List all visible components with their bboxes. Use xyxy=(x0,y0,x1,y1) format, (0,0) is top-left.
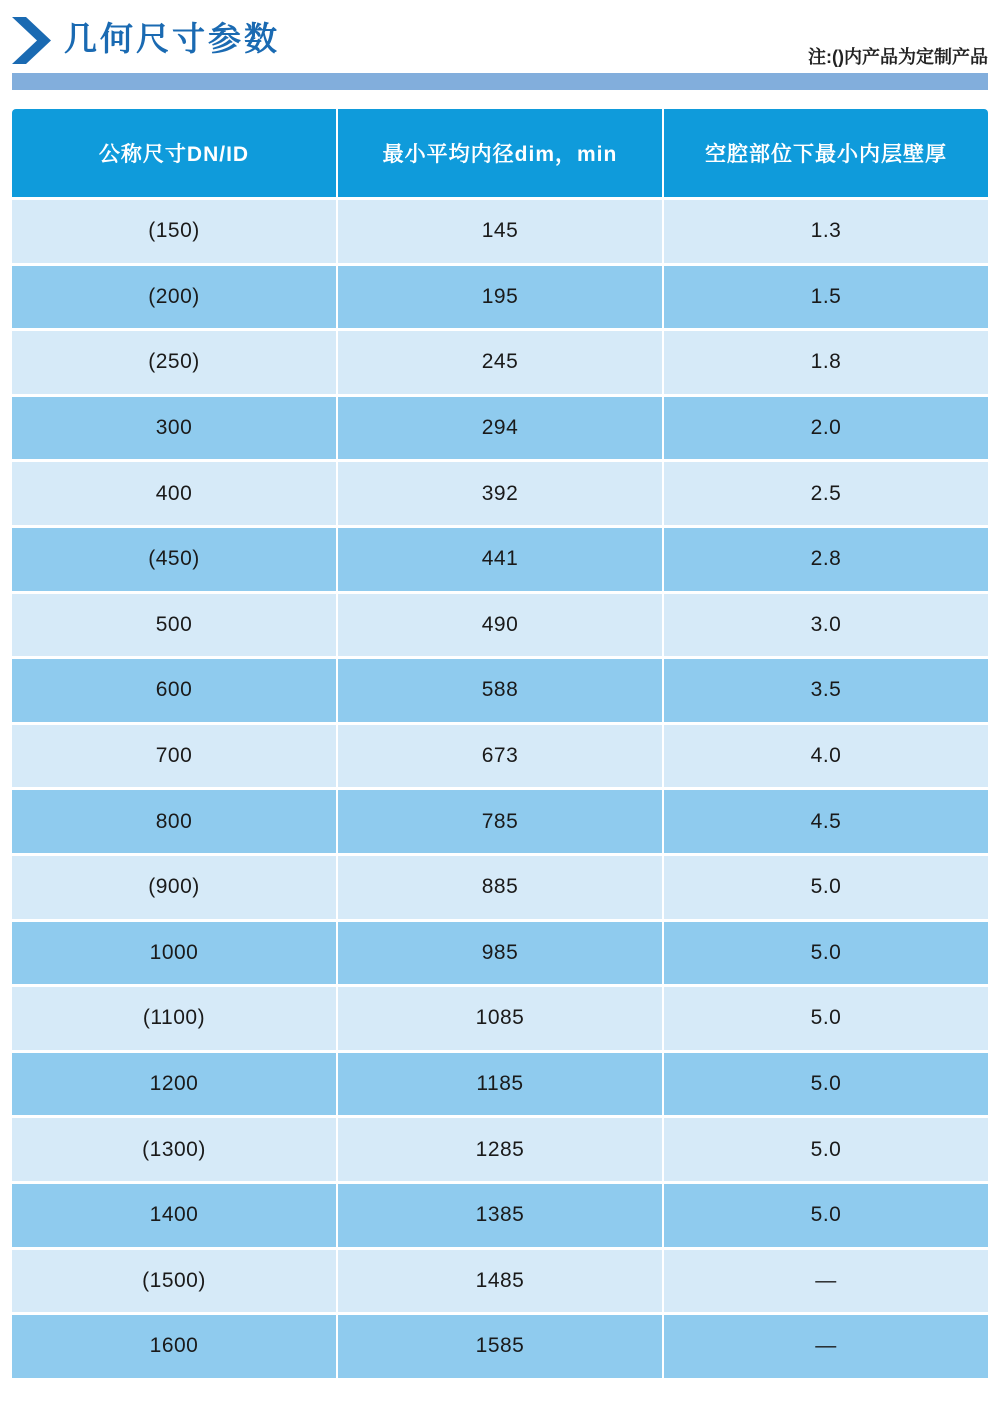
table-cell: 1400 xyxy=(12,1184,336,1247)
table-row xyxy=(12,200,988,263)
table-cell: 294 xyxy=(338,397,662,460)
table-cell: 441 xyxy=(338,528,662,591)
table-cell: 1185 xyxy=(338,1053,662,1116)
table-cell: (150) xyxy=(12,200,336,263)
header-band xyxy=(12,0,988,73)
table-row xyxy=(12,987,988,1050)
table-cell: (200) xyxy=(12,266,336,329)
table-cell: 1485 xyxy=(338,1250,662,1313)
table-cell: 392 xyxy=(338,462,662,525)
table-cell: 1585 xyxy=(338,1315,662,1378)
table-cell: 4.0 xyxy=(664,725,988,788)
table-cell: 3.5 xyxy=(664,659,988,722)
table-cell: 145 xyxy=(338,200,662,263)
table-cell: 673 xyxy=(338,725,662,788)
table-cell: 4.5 xyxy=(664,790,988,853)
table-cell: 885 xyxy=(338,856,662,919)
table-row xyxy=(12,397,988,460)
table-cell: 5.0 xyxy=(664,987,988,1050)
table-cell: — xyxy=(664,1250,988,1313)
table-cell: 1285 xyxy=(338,1118,662,1181)
table-cell: (250) xyxy=(12,331,336,394)
table-row xyxy=(12,331,988,394)
table-cell: 5.0 xyxy=(664,1184,988,1247)
table-row xyxy=(12,922,988,985)
table-cell: — xyxy=(664,1315,988,1378)
table-cell: 785 xyxy=(338,790,662,853)
table-cell: 1600 xyxy=(12,1315,336,1378)
table-row xyxy=(12,1053,988,1116)
table-cell: 5.0 xyxy=(664,1053,988,1116)
column-header-min-wall-thickness: 空腔部位下最小内层壁厚 xyxy=(664,109,988,197)
table-row xyxy=(12,528,988,591)
table-cell: 300 xyxy=(12,397,336,460)
page-title: 几何尺寸参数 xyxy=(64,19,280,57)
table-cell: 1200 xyxy=(12,1053,336,1116)
divider-bar xyxy=(12,73,988,90)
table-cell: 1.3 xyxy=(664,200,988,263)
table-cell: (1300) xyxy=(12,1118,336,1181)
table-cell: (1500) xyxy=(12,1250,336,1313)
table-row xyxy=(12,1315,988,1378)
table-cell: 245 xyxy=(338,331,662,394)
table-row xyxy=(12,1250,988,1313)
table-cell: 195 xyxy=(338,266,662,329)
table-cell: (1100) xyxy=(12,987,336,1050)
table-cell: 1.5 xyxy=(664,266,988,329)
table-row xyxy=(12,1184,988,1247)
table-cell: 5.0 xyxy=(664,856,988,919)
table-cell: 600 xyxy=(12,659,336,722)
table-cell: 1000 xyxy=(12,922,336,985)
table-cell: 985 xyxy=(338,922,662,985)
title-wrap xyxy=(12,14,280,64)
table-row xyxy=(12,594,988,657)
table-cell: 588 xyxy=(338,659,662,722)
table-cell: 700 xyxy=(12,725,336,788)
table-cell: 2.5 xyxy=(664,462,988,525)
table-cell: 1.8 xyxy=(664,331,988,394)
table-cell: 490 xyxy=(338,594,662,657)
column-header-nominal-size: 公称尺寸DN/ID xyxy=(12,109,336,197)
table-row xyxy=(12,790,988,853)
table-row xyxy=(12,462,988,525)
column-header-min-inner-diameter: 最小平均内径dim，min xyxy=(338,109,662,197)
table-row xyxy=(12,856,988,919)
dimension-table xyxy=(12,109,988,1378)
table-row xyxy=(12,659,988,722)
table-cell: 400 xyxy=(12,462,336,525)
custom-product-note: 注:()内产品为定制产品 xyxy=(808,47,988,67)
table-cell: 5.0 xyxy=(664,922,988,985)
table-cell: 2.0 xyxy=(664,397,988,460)
table-body xyxy=(12,200,988,1378)
table-header-row xyxy=(12,109,988,197)
table-cell: 1085 xyxy=(338,987,662,1050)
table-row xyxy=(12,1118,988,1181)
table-cell: (900) xyxy=(12,856,336,919)
table-cell: 1385 xyxy=(338,1184,662,1247)
table-row xyxy=(12,725,988,788)
table-cell: (450) xyxy=(12,528,336,591)
table-cell: 800 xyxy=(12,790,336,853)
table-cell: 2.8 xyxy=(664,528,988,591)
chevron-right-icon xyxy=(12,17,51,64)
table-cell: 5.0 xyxy=(664,1118,988,1181)
table-row xyxy=(12,266,988,329)
table-cell: 3.0 xyxy=(664,594,988,657)
table-cell: 500 xyxy=(12,594,336,657)
